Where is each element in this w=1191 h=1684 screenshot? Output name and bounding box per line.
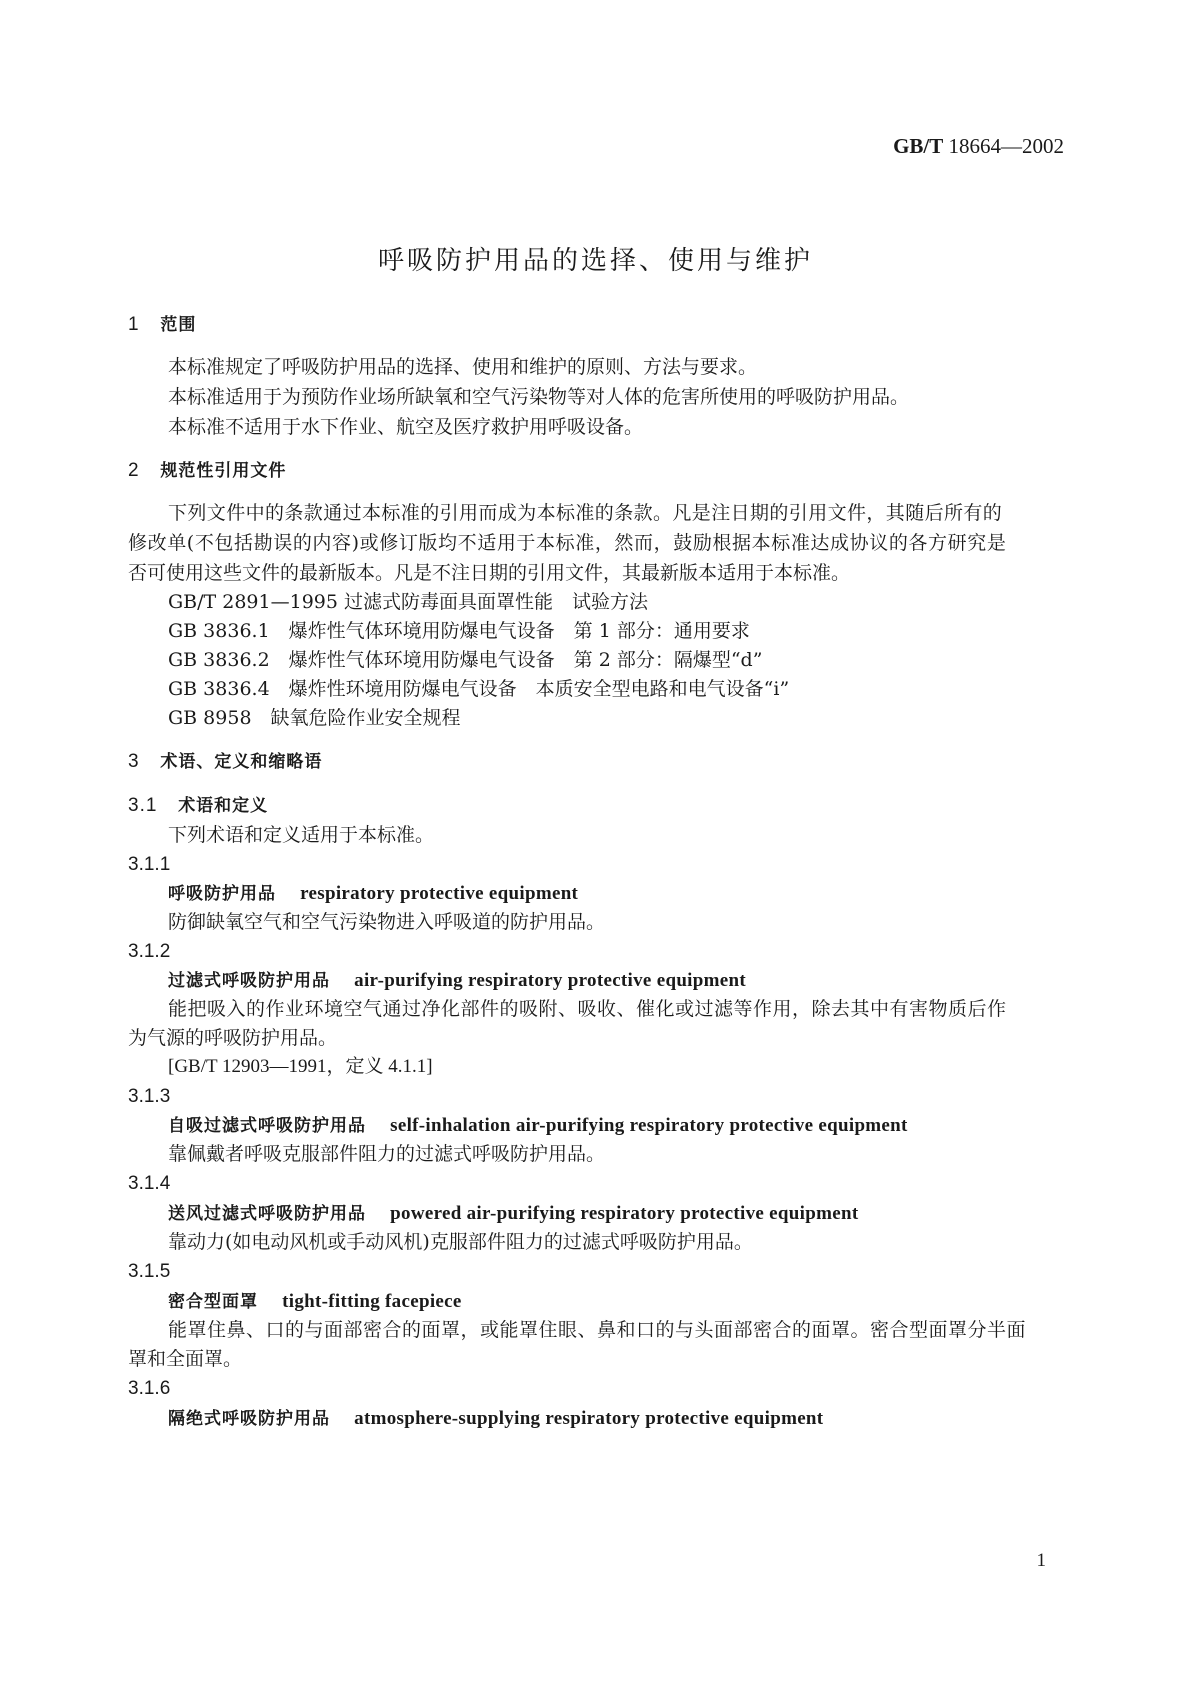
section-title: 术语、定义和缩略语	[160, 752, 323, 772]
doc-code-prefix: GB/T	[893, 134, 944, 158]
term-en: atmosphere-supplying respiratory protective equipment	[354, 1408, 824, 1429]
term-en: air-purifying respiratory protective equipment	[354, 970, 746, 991]
reference-item: GB 3836.2 爆炸性气体环境用防爆电气设备 第 2 部分：隔爆型“d”	[168, 649, 763, 671]
paragraph: 否可使用这些文件的最新版本。凡是不注日期的引用文件，其最新版本适用于本标准。	[128, 562, 851, 584]
doc-code	[893, 134, 1064, 159]
term-heading	[168, 1405, 823, 1432]
term-definition: 防御缺氧空气和空气污染物进入呼吸道的防护用品。	[168, 911, 606, 933]
section-title: 范围	[160, 315, 197, 335]
section-title: 规范性引用文件	[160, 461, 287, 481]
term-zh: 送风过滤式呼吸防护用品	[168, 1204, 366, 1224]
paragraph: 下列文件中的条款通过本标准的引用而成为本标准的条款。凡是注日期的引用文件，其随后所有的	[168, 502, 1003, 524]
term-zh: 过滤式呼吸防护用品	[168, 971, 330, 991]
term-zh: 隔绝式呼吸防护用品	[168, 1409, 330, 1429]
term-heading	[168, 1112, 908, 1139]
term-definition: 靠佩戴者呼吸克服部件阻力的过滤式呼吸防护用品。	[168, 1143, 606, 1165]
subsection-number: 3.1	[128, 795, 158, 816]
term-zh: 呼吸防护用品	[168, 884, 276, 904]
paragraph: 本标准不适用于水下作业、航空及医疗救护用呼吸设备。	[168, 416, 644, 438]
section-number: 3	[128, 751, 140, 772]
reference-item: GB 3836.4 爆炸性环境用防爆电气设备 本质安全型电路和电气设备“i”	[168, 678, 790, 700]
term-zh: 自吸过滤式呼吸防护用品	[168, 1116, 366, 1136]
section-number: 2	[128, 460, 140, 481]
term-number: 3.1.6	[128, 1378, 171, 1399]
subsection-title: 术语和定义	[178, 796, 269, 816]
term-definition: 靠动力(如电动风机或手动风机)克服部件阻力的过滤式呼吸防护用品。	[168, 1231, 753, 1253]
term-heading	[168, 967, 746, 994]
reference-item: GB 3836.1 爆炸性气体环境用防爆电气设备 第 1 部分：通用要求	[168, 620, 750, 642]
paragraph: 修改单(不包括勘误的内容)或修订版均不适用于本标准，然而，鼓励根据本标准达成协议的各方研究是	[128, 532, 1007, 554]
reference-item: GB/T 2891—1995 过滤式防毒面具面罩性能 试验方法	[168, 591, 649, 613]
reference-item: GB 8958 缺氧危险作业安全规程	[168, 707, 461, 729]
term-definition: 为气源的呼吸防护用品。	[128, 1027, 338, 1049]
term-definition: 能罩住鼻、口的与面部密合的面罩，或能罩住眼、鼻和口的与头面部密合的面罩。密合型面罩分半面	[168, 1319, 1027, 1341]
term-definition: 罩和全面罩。	[128, 1348, 243, 1370]
term-number: 3.1.4	[128, 1173, 171, 1194]
document-title: 呼吸防护用品的选择、使用与维护	[377, 246, 813, 276]
term-number: 3.1.5	[128, 1261, 171, 1282]
section-1-heading	[128, 312, 196, 338]
term-heading	[168, 880, 578, 907]
paragraph: 下列术语和定义适用于本标准。	[168, 824, 435, 846]
paragraph: 本标准适用于为预防作业场所缺氧和空气污染物等对人体的危害所使用的呼吸防护用品。	[168, 386, 910, 408]
term-reference: [GB/T 12903—1991，定义 4.1.1]	[168, 1056, 433, 1077]
term-zh: 密合型面罩	[168, 1292, 258, 1312]
section-number: 1	[128, 314, 140, 335]
term-number: 3.1.2	[128, 941, 171, 962]
doc-code-number: 18664—2002	[948, 134, 1064, 158]
paragraph: 本标准规定了呼吸防护用品的选择、使用和维护的原则、方法与要求。	[168, 356, 758, 378]
term-en: respiratory protective equipment	[300, 883, 579, 904]
subsection-heading	[128, 793, 268, 819]
term-definition: 能把吸入的作业环境空气通过净化部件的吸附、吸收、催化或过滤等作用，除去其中有害物质后作	[168, 998, 1007, 1020]
term-heading	[168, 1288, 462, 1315]
term-en: powered air-purifying respiratory protective equipment	[390, 1203, 859, 1224]
page-number: 1	[1036, 1550, 1046, 1571]
term-en: self-inhalation air-purifying respiratory protective equipment	[390, 1115, 908, 1136]
term-number: 3.1.3	[128, 1086, 171, 1107]
term-en: tight-fitting facepiece	[282, 1291, 462, 1312]
section-3-heading	[128, 749, 322, 775]
term-number: 3.1.1	[128, 854, 171, 875]
term-heading	[168, 1200, 858, 1227]
section-2-heading	[128, 458, 286, 484]
